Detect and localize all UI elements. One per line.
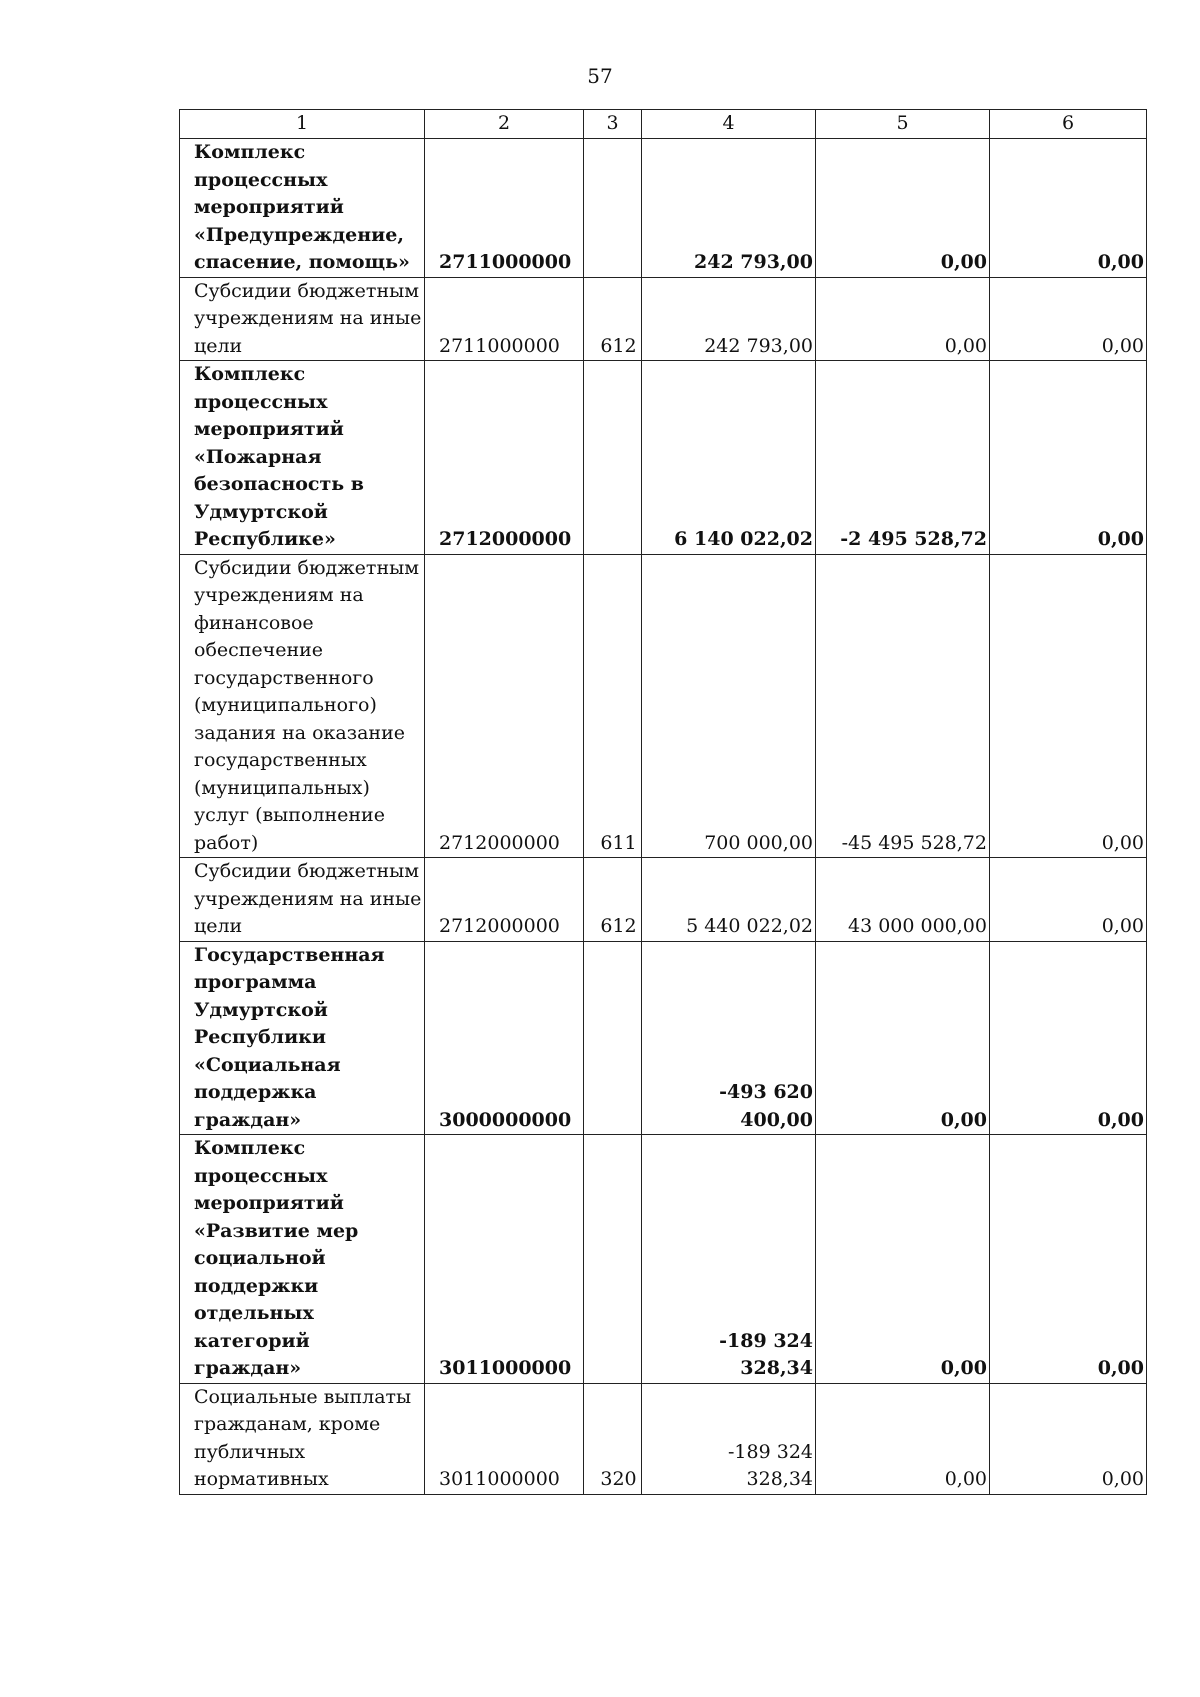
amount-col6-cell: 0,00 xyxy=(990,554,1147,858)
table-row xyxy=(180,139,1147,278)
row-name-cell: Комплекс процессных мероприятий «Развитие мер социальной поддержки отдельных категорий граждан» xyxy=(180,1135,425,1384)
amount-col4-cell: 5 440 022,02 xyxy=(642,858,816,942)
amount-col5-cell: 0,00 xyxy=(816,139,990,278)
amount-col6-cell: 0,00 xyxy=(990,277,1147,361)
expense-type-cell: 611 xyxy=(584,554,642,858)
table-row xyxy=(180,941,1147,1135)
column-header: 1 xyxy=(180,110,425,139)
row-name-cell: Государственная программа Удмуртской Республики «Социальная поддержка граждан» xyxy=(180,941,425,1135)
table-row xyxy=(180,1135,1147,1384)
amount-col4-cell: 6 140 022,02 xyxy=(642,361,816,555)
amount-col5-cell: -45 495 528,72 xyxy=(816,554,990,858)
target-code-cell: 3011000000 xyxy=(425,1383,584,1494)
row-name-cell: Субсидии бюджетным учреждениям на иные цели xyxy=(180,277,425,361)
target-code-cell: 2711000000 xyxy=(425,139,584,278)
table-row xyxy=(180,1383,1147,1494)
target-code-cell: 2712000000 xyxy=(425,858,584,942)
amount-col4-cell: 700 000,00 xyxy=(642,554,816,858)
expense-type-cell: 320 xyxy=(584,1383,642,1494)
table-row xyxy=(180,554,1147,858)
column-header: 4 xyxy=(642,110,816,139)
row-name-cell: Комплекс процессных мероприятий «Пожарная безопасность в Удмуртской Республике» xyxy=(180,361,425,555)
column-header: 5 xyxy=(816,110,990,139)
target-code-cell: 2711000000 xyxy=(425,277,584,361)
table-row xyxy=(180,361,1147,555)
expense-type-cell xyxy=(584,361,642,555)
amount-col6-cell: 0,00 xyxy=(990,858,1147,942)
amount-col6-cell: 0,00 xyxy=(990,139,1147,278)
table-row xyxy=(180,277,1147,361)
amount-col5-cell: 0,00 xyxy=(816,941,990,1135)
amount-col5-cell: 0,00 xyxy=(816,277,990,361)
amount-col4-cell: 242 793,00 xyxy=(642,139,816,278)
amount-col6-cell: 0,00 xyxy=(990,1383,1147,1494)
amount-col4-cell: -189 324 328,34 xyxy=(642,1383,816,1494)
page-number: 57 xyxy=(587,64,613,88)
target-code-cell: 3000000000 xyxy=(425,941,584,1135)
expense-type-cell: 612 xyxy=(584,858,642,942)
amount-col4-cell: -493 620 400,00 xyxy=(642,941,816,1135)
amount-col6-cell: 0,00 xyxy=(990,361,1147,555)
target-code-cell: 3011000000 xyxy=(425,1135,584,1384)
row-name-cell: Социальные выплаты гражданам, кроме публичных нормативных xyxy=(180,1383,425,1494)
amount-col4-cell: 242 793,00 xyxy=(642,277,816,361)
amount-col5-cell: 43 000 000,00 xyxy=(816,858,990,942)
expense-type-cell xyxy=(584,1135,642,1384)
column-header: 2 xyxy=(425,110,584,139)
column-header: 3 xyxy=(584,110,642,139)
amount-col6-cell: 0,00 xyxy=(990,1135,1147,1384)
row-name-cell: Субсидии бюджетным учреждениям на иные цели xyxy=(180,858,425,942)
row-name-cell: Комплекс процессных мероприятий «Предупреждение, спасение, помощь» xyxy=(180,139,425,278)
column-header: 6 xyxy=(990,110,1147,139)
amount-col5-cell: 0,00 xyxy=(816,1135,990,1384)
amount-col5-cell: 0,00 xyxy=(816,1383,990,1494)
budget-table xyxy=(179,109,1147,1495)
table-body xyxy=(180,139,1147,1495)
expense-type-cell xyxy=(584,941,642,1135)
expense-type-cell xyxy=(584,139,642,278)
table-row xyxy=(180,858,1147,942)
amount-col5-cell: -2 495 528,72 xyxy=(816,361,990,555)
target-code-cell: 2712000000 xyxy=(425,554,584,858)
amount-col6-cell: 0,00 xyxy=(990,941,1147,1135)
amount-col4-cell: -189 324 328,34 xyxy=(642,1135,816,1384)
row-name-cell: Субсидии бюджетным учреждениям на финансовое обеспечение государственного (муниципального) задания на оказание государственных (муниципальных) услуг (выполнение работ) xyxy=(180,554,425,858)
target-code-cell: 2712000000 xyxy=(425,361,584,555)
expense-type-cell: 612 xyxy=(584,277,642,361)
table-header-row xyxy=(180,110,1147,139)
